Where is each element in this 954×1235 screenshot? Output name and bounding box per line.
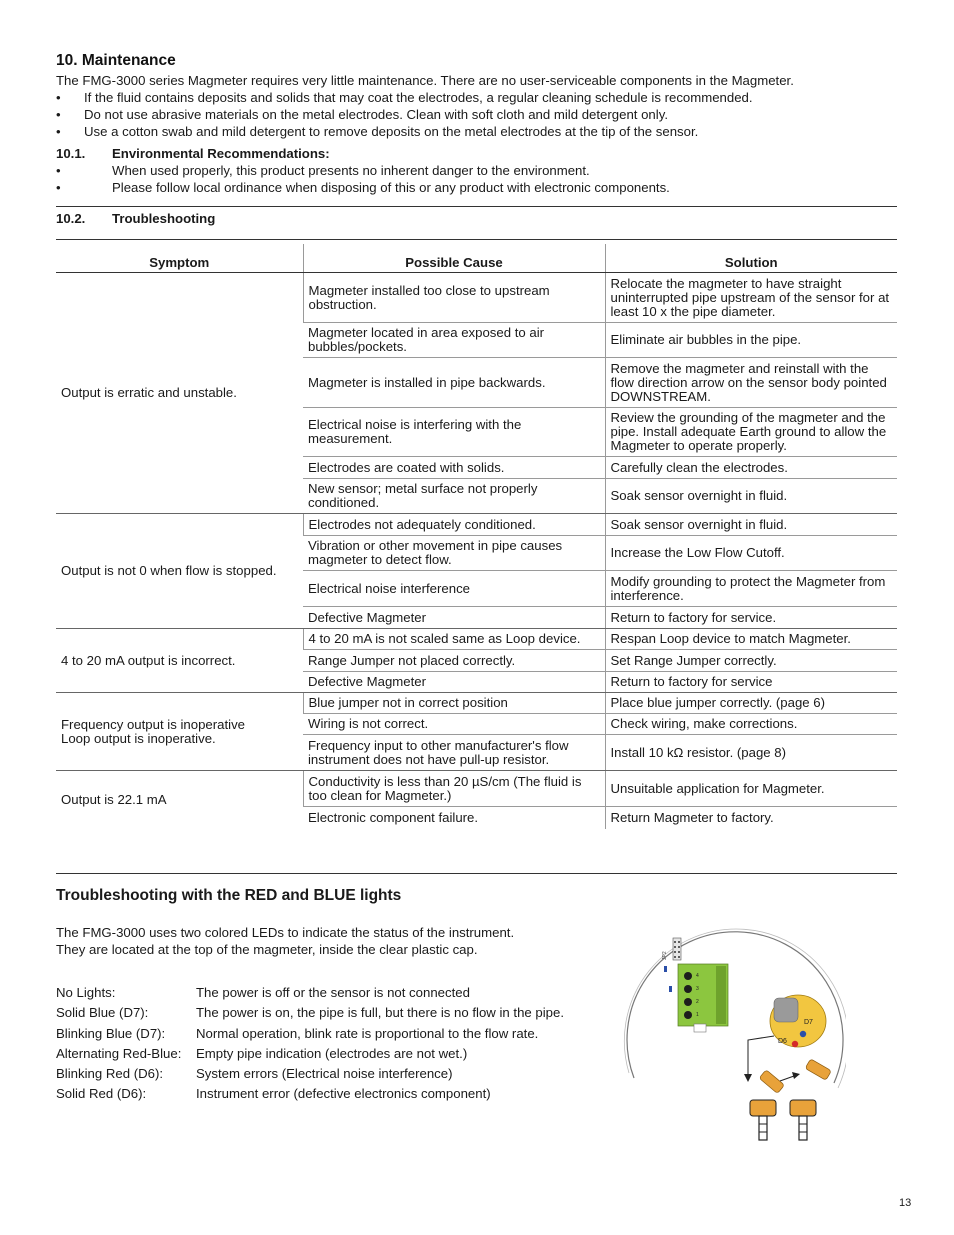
troubleshooting-heading: 10.2. Troubleshooting bbox=[56, 211, 216, 226]
probe-left-icon bbox=[750, 1100, 776, 1140]
cause-cell: 4 to 20 mA is not scaled same as Loop device. bbox=[303, 629, 605, 650]
d6-label: D6 bbox=[778, 1038, 787, 1045]
sensor-part-b bbox=[805, 1059, 831, 1081]
maintenance-bullets bbox=[56, 89, 906, 140]
solution-cell: Install 10 kΩ resistor. (page 8) bbox=[605, 735, 897, 771]
symptom-line: Frequency output is inoperative bbox=[61, 716, 246, 732]
maintenance-intro bbox=[56, 72, 906, 140]
terminal-number: 1 bbox=[696, 1012, 699, 1018]
leds-intro bbox=[56, 924, 616, 958]
divider bbox=[56, 239, 897, 240]
list-item: Blinking Blue (D7): Normal operation, blink rate is proportional to the flow rate. bbox=[56, 1025, 539, 1041]
solution-cell: Increase the Low Flow Cutoff. bbox=[605, 536, 897, 571]
cause-cell: Conductivity is less than 20 µS/cm (The fluid is too clean for Magmeter.) bbox=[303, 771, 605, 807]
cause-cell: Defective Magmeter bbox=[303, 672, 605, 693]
cause-cell: Electrodes not adequately conditioned. bbox=[303, 514, 605, 536]
divider bbox=[56, 873, 897, 874]
terminal-strip bbox=[716, 966, 726, 1024]
symptom-cell: Output is erratic and unstable. bbox=[56, 273, 303, 514]
solution-cell: Carefully clean the electrodes. bbox=[605, 457, 897, 479]
cause-cell: Electrical noise interference bbox=[303, 571, 605, 607]
solution-cell: Return Magmeter to factory. bbox=[605, 807, 897, 829]
table-row bbox=[56, 629, 897, 650]
solution-cell: Remove the magmeter and reinstall with the flow direction arrow on the sensor body pointed DOWNSTREAM. bbox=[605, 358, 897, 408]
cause-cell: Defective Magmeter bbox=[303, 607, 605, 629]
terminal-number: 2 bbox=[696, 999, 699, 1005]
arrow-head-icon bbox=[792, 1072, 800, 1079]
cause-cell: Electrodes are coated with solids. bbox=[303, 457, 605, 479]
terminal-tab bbox=[694, 1024, 706, 1032]
solution-cell: Relocate the magmeter to have straight uninterrupted pipe upstream of the sensor for at least 10 x the pipe diameter. bbox=[605, 273, 897, 323]
leds-section-title: Troubleshooting with the RED and BLUE lights bbox=[56, 887, 402, 904]
symptom-cell: 4 to 20 mA output is incorrect. bbox=[56, 629, 303, 693]
env-bullets bbox=[56, 162, 906, 196]
solution-cell: Place blue jumper correctly. (page 6) bbox=[605, 693, 897, 714]
list-item: Solid Red (D6): Instrument error (defective electronics component) bbox=[56, 1086, 491, 1102]
arrow-line bbox=[780, 1076, 794, 1081]
table-header-row bbox=[56, 244, 897, 273]
terminal-number: 3 bbox=[696, 986, 699, 992]
header-solution: Solution bbox=[605, 244, 897, 273]
symptom-cell bbox=[56, 693, 303, 771]
solution-cell: Review the grounding of the magmeter and the pipe. Install adequate Earth ground to allow the Magmeter to operate properly. bbox=[605, 408, 897, 457]
list-item: • When used properly, this product presents no inherent danger to the environment. bbox=[56, 163, 590, 178]
list-item: • Please follow local ordinance when disposing of this or any product with electronic components. bbox=[56, 180, 670, 195]
probe-right-icon bbox=[790, 1100, 816, 1140]
led-status-list bbox=[56, 983, 564, 1105]
solution-cell: Respan Loop device to match Magmeter. bbox=[605, 629, 897, 650]
symptom-cell: Output is 22.1 mA bbox=[61, 791, 167, 807]
cause-cell: Magmeter installed too close to upstream obstruction. bbox=[303, 273, 605, 323]
solution-cell: Unsuitable application for Magmeter. bbox=[605, 771, 897, 807]
cause-cell: Magmeter is installed in pipe backwards. bbox=[303, 358, 605, 408]
solution-cell: Eliminate air bubbles in the pipe. bbox=[605, 323, 897, 358]
list-item: Blinking Red (D6): System errors (Electrical noise interference) bbox=[56, 1066, 453, 1082]
list-item: Alternating Red-Blue: Empty pipe indication (electrodes are not wet.) bbox=[56, 1045, 468, 1061]
cause-cell: Wiring is not correct. bbox=[303, 714, 605, 735]
cause-cell: Electrical noise is interfering with the measurement. bbox=[303, 408, 605, 457]
arrow-line bbox=[748, 1036, 774, 1076]
table-row bbox=[56, 273, 897, 323]
troubleshooting-table bbox=[56, 244, 897, 829]
solution-cell: Return to factory for service bbox=[605, 672, 897, 693]
table-row bbox=[56, 693, 897, 714]
list-item: No Lights: The power is off or the sensor is not connected bbox=[56, 985, 470, 1000]
blue-jumper-icon bbox=[664, 966, 667, 972]
header-cause: Possible Cause bbox=[303, 244, 605, 273]
list-item: • Use a cotton swab and mild detergent to remove deposits on the metal electrodes at the tip of the sensor. bbox=[56, 124, 699, 139]
cause-cell: Magmeter located in area exposed to air bubbles/pockets. bbox=[303, 323, 605, 358]
solution-cell: Soak sensor overnight in fluid. bbox=[605, 514, 897, 536]
cause-cell: Frequency input to other manufacturer's flow instrument does not have pull-up resistor. bbox=[303, 735, 605, 771]
intro-line: They are located at the top of the magmeter, inside the clear plastic cap. bbox=[56, 942, 478, 957]
header-symptom: Symptom bbox=[56, 244, 303, 273]
section-title: 10. Maintenance bbox=[56, 52, 176, 69]
jumper-label: JP2 bbox=[662, 951, 668, 960]
terminal-number: 4 bbox=[696, 973, 699, 979]
sensor-part-a bbox=[759, 1070, 784, 1094]
page-number: 13 bbox=[899, 1197, 912, 1209]
symptom-line: Loop output is inoperative. bbox=[61, 730, 216, 746]
table-row bbox=[56, 771, 897, 807]
env-heading: 10.1. Environmental Recommendations: bbox=[56, 146, 330, 161]
d7-label: D7 bbox=[804, 1019, 813, 1026]
divider bbox=[56, 206, 897, 207]
intro-line: The FMG-3000 uses two colored LEDs to indicate the status of the instrument. bbox=[56, 925, 515, 940]
solution-cell: Soak sensor overnight in fluid. bbox=[605, 479, 897, 514]
symptom-cell: Output is not 0 when flow is stopped. bbox=[56, 514, 303, 629]
solution-cell: Set Range Jumper correctly. bbox=[605, 650, 897, 672]
cause-cell: Range Jumper not placed correctly. bbox=[303, 650, 605, 672]
solution-cell: Check wiring, make corrections. bbox=[605, 714, 897, 735]
list-item: • Do not use abrasive materials on the metal electrodes. Clean with soft cloth and mild detergent only. bbox=[56, 107, 668, 122]
solution-cell: Modify grounding to protect the Magmeter from interference. bbox=[605, 571, 897, 607]
blue-led-d7 bbox=[800, 1031, 806, 1037]
red-led-d6 bbox=[792, 1041, 798, 1047]
led-location-diagram bbox=[616, 878, 846, 1148]
arrow-head-icon bbox=[744, 1074, 752, 1082]
list-item: Solid Blue (D7): The power is on, the pipe is full, but there is no flow in the pipe. bbox=[56, 1005, 564, 1021]
list-item: • If the fluid contains deposits and solids that may coat the electrodes, a regular cleaning schedule is recommended. bbox=[56, 90, 753, 105]
cause-cell: Blue jumper not in correct position bbox=[303, 693, 605, 714]
led-housing bbox=[774, 998, 798, 1022]
table-row bbox=[56, 514, 897, 536]
blue-jumper-icon bbox=[669, 986, 672, 992]
cause-cell: Vibration or other movement in pipe causes magmeter to detect flow. bbox=[303, 536, 605, 571]
intro-text: The FMG-3000 series Magmeter requires very little maintenance. There are no user-serviceable components in the Magmeter. bbox=[56, 73, 794, 88]
solution-cell: Return to factory for service. bbox=[605, 607, 897, 629]
cause-cell: New sensor; metal surface not properly conditioned. bbox=[303, 479, 605, 514]
cause-cell: Electronic component failure. bbox=[308, 809, 479, 825]
